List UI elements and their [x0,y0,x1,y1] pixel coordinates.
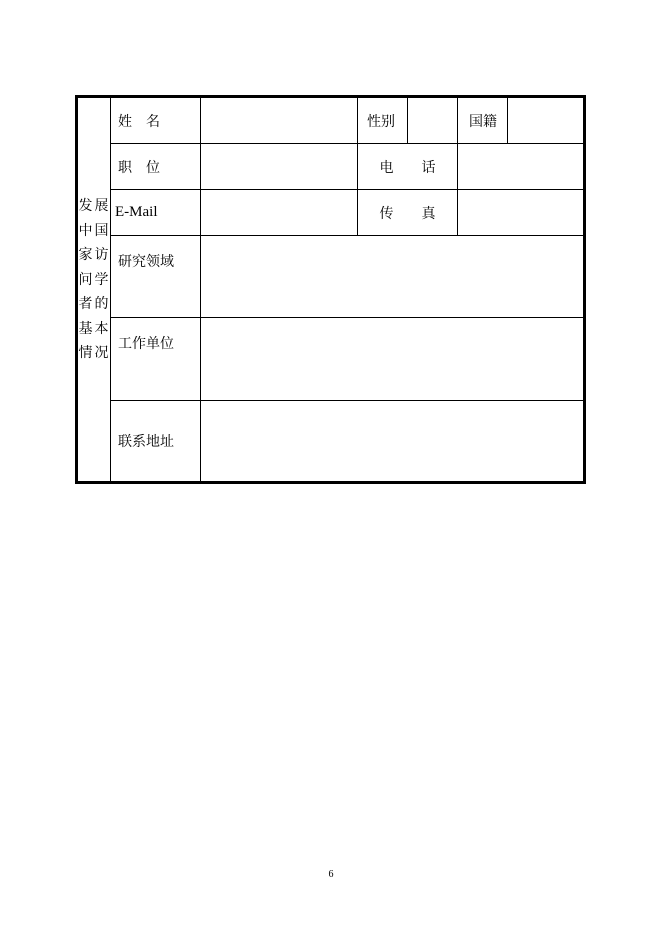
research-label: 研究领域 [118,254,174,270]
section-label-line: 者的 [78,296,111,312]
email-field[interactable] [201,190,357,235]
section-label-line: 情况 [78,345,111,361]
phone-label: 电 话 [379,159,436,176]
fax-field[interactable] [458,190,583,235]
email-label: E-Mail [115,204,158,220]
fax-label: 传 真 [379,205,436,222]
section-label-line: 问学 [78,271,111,288]
name-label: 姓 名 [118,113,160,130]
section-label-line: 家访 [78,247,111,263]
phone-field[interactable] [458,144,583,189]
employer-label: 工作单位 [118,336,174,352]
gender-field[interactable] [408,98,457,143]
position-field[interactable] [201,144,357,189]
gender-label: 性别 [367,113,395,130]
address-field[interactable] [201,401,583,481]
nationality-field[interactable] [508,98,583,143]
employer-field[interactable] [201,318,583,400]
page-number: 6 [328,869,334,880]
address-label: 联系地址 [118,434,174,450]
section-label [78,194,111,366]
position-label: 职 位 [118,159,160,176]
section-label-line: 中国 [78,222,111,239]
research-field[interactable] [201,236,583,317]
section-label-line: 基本 [78,320,111,337]
nationality-label: 国籍 [469,113,497,130]
section-label-line: 发展 [78,198,111,214]
visiting-scholar-info-table [75,95,586,484]
name-field[interactable] [201,98,357,143]
